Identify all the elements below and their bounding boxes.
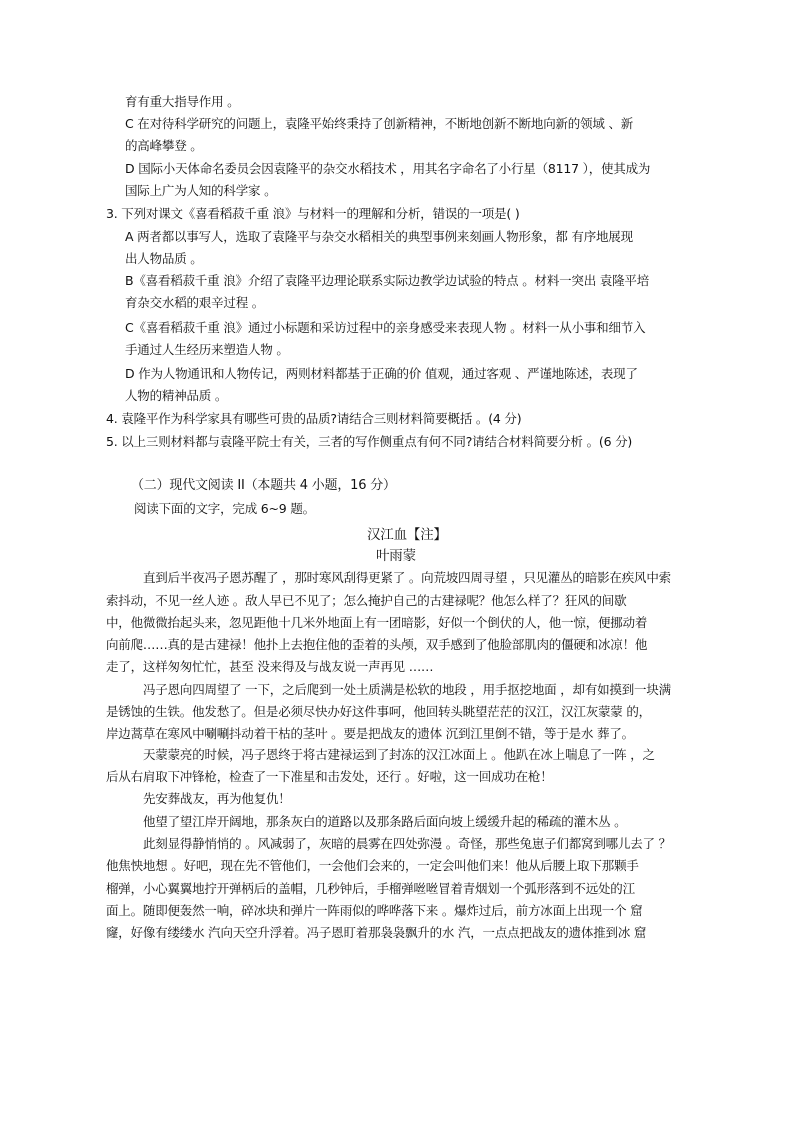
paragraph-line: 直到后半夜冯子恩苏醒了 ，那时寒风刮得更紧了 。向荒坡四周寻望 ，只见灌丛的暗影在疾风中索	[143, 570, 671, 585]
instruction-line: 阅读下面的文字，完成 6~9 题。	[134, 501, 315, 516]
paragraph-line: 他焦怏地想 。好吧，现在先不管他们，一会他们会来的，一定会叫他们来！他从后腰上取下那颗手	[106, 858, 639, 873]
paragraph-line: 岸边蒿草在寒风中唰唰抖动着干枯的茎叶 。要是把战友的遗体 沉到江里倒不错，等于是水 葬了。	[106, 726, 634, 741]
text-line: 育杂交水稻的艰辛过程 。	[125, 295, 265, 310]
paragraph-line: 窿，好像有缕缕水 汽向天空升浮着。冯子恩盯着那袅袅飘升的水 汽，一点点把战友的遗体推到冰 窟	[106, 925, 647, 940]
paragraph-line: 天蒙蒙亮的时候，冯子恩终于将古建禄运到了封冻的汉江冰面上 。他趴在冰上喘息了一阵 ，之	[143, 747, 655, 762]
option-line: A 两者都以事写人，选取了袁隆平与杂交水稻相关的典型事例来刻画人物形象，都 有序地展现	[125, 229, 633, 244]
article-author: 叶雨蒙	[376, 548, 416, 564]
paragraph-line: 先安葬战友，再为他复仇！	[143, 791, 291, 806]
paragraph-line: 榴弹，小心翼翼地拧开弹柄后的盖帽，几秒钟后，手榴弹咝咝冒着青烟划一个弧形落到不远处的江	[106, 881, 635, 896]
text-line: 的高峰攀登 。	[125, 138, 203, 153]
paragraph-line: 索抖动，不见一丝人迹 。敌人早已不见了；怎么掩护自己的古建禄呢？他怎么样了？狂风的间歇	[106, 593, 627, 608]
question-line: 4. 袁隆平作为科学家具有哪些可贵的品质?请结合三则材料简要概括 。(4 分)	[106, 411, 522, 426]
paragraph-line: 向前爬……真的是古建禄！他扑上去抱住他的歪着的头颅，双手感到了他脸部肌肉的僵硬和冰凉！他	[106, 637, 648, 652]
text-line: 手通过人生经历来塑造人物 。	[125, 342, 289, 357]
paragraph-line: 是锈蚀的生铁。他发愁了。但是必须尽快办好这件事呵，他回转头眺望茫茫的汉江，汉江灰蒙蒙 的，	[106, 704, 651, 719]
text-line: 国际上广为人知的科学家 。	[125, 183, 277, 198]
option-line: C 在对待科学研究的问题上，袁隆平始终秉持了创新精神，不断地创新不断地向新的领域 、新	[125, 116, 634, 131]
paragraph-line: 此刻显得静悄悄的 。风减弱了，灰暗的晨雾在四处弥漫 。奇怪，那些兔崽子们都窝到哪儿去了 ？	[143, 836, 671, 851]
option-line: C《喜看稻菽千重 浪》通过小标题和采访过程中的亲身感受来表现人物 。材料一从小事和细节入	[125, 320, 646, 335]
question-line: 5. 以上三则材料都与袁隆平院士有关，三者的写作侧重点有何不同?请结合材料简要分析 。(6 分)	[106, 434, 633, 449]
option-line: B《喜看稻菽千重 浪》介绍了袁隆平边理论联系实际边教学边试验的特点 。材料一突出 袁隆平培	[125, 273, 649, 288]
question-line: 3. 下列对课文《喜看稻菽千重 浪》与材料一的理解和分析，错误的一项是( )	[106, 206, 520, 221]
paragraph-line: 走了，这样匆匆忙忙，甚至 没来得及与战友说一声再见 ……	[106, 659, 434, 674]
paragraph-line: 冯子恩向四周望了 一下，之后爬到一处土质满是松软的地段 ，用手抠挖地面 ，却有如摸到一块满	[143, 682, 671, 697]
text-line: 人物的精神品质 。	[125, 388, 228, 403]
article-title: 汉江血【注】	[367, 527, 447, 543]
option-line: D 国际小天体命名委员会因袁隆平的杂交水稻技术 ，用其名字命名了小行星（8117 ），使其成为	[125, 161, 651, 176]
paragraph-line: 中，他微微抬起头来，忽见距他十几米外地面上有一团暗影，好似一个倒伏的人，他一惊，便挪动着	[106, 615, 648, 630]
option-line: D 作为人物通讯和人物传记，两则材料都基于正确的价 值观，通过客观 、严谨地陈述，表现了	[125, 366, 638, 381]
paragraph-line: 他望了望江岸开阔地，那条灰白的道路以及那条路后面向坡上缓缓升起的稀疏的灌木丛 。	[143, 814, 627, 829]
text-line: 育有重大指导作用 。	[125, 94, 240, 109]
paragraph-line: 后从右肩取下冲锋枪，检查了一下准星和击发处，还行 。好啦，这一回成功在枪！	[106, 769, 553, 784]
text-line: 出人物品质 。	[125, 251, 203, 266]
paragraph-line: 面上。随即便轰然一响，碎冰块和弹片一阵雨似的哗哗落下来 。爆炸过后，前方冰面上出现一个 窟	[106, 903, 643, 918]
section-heading: （二）现代文阅读 II（本题共 4 小题，16 分）	[131, 478, 396, 493]
